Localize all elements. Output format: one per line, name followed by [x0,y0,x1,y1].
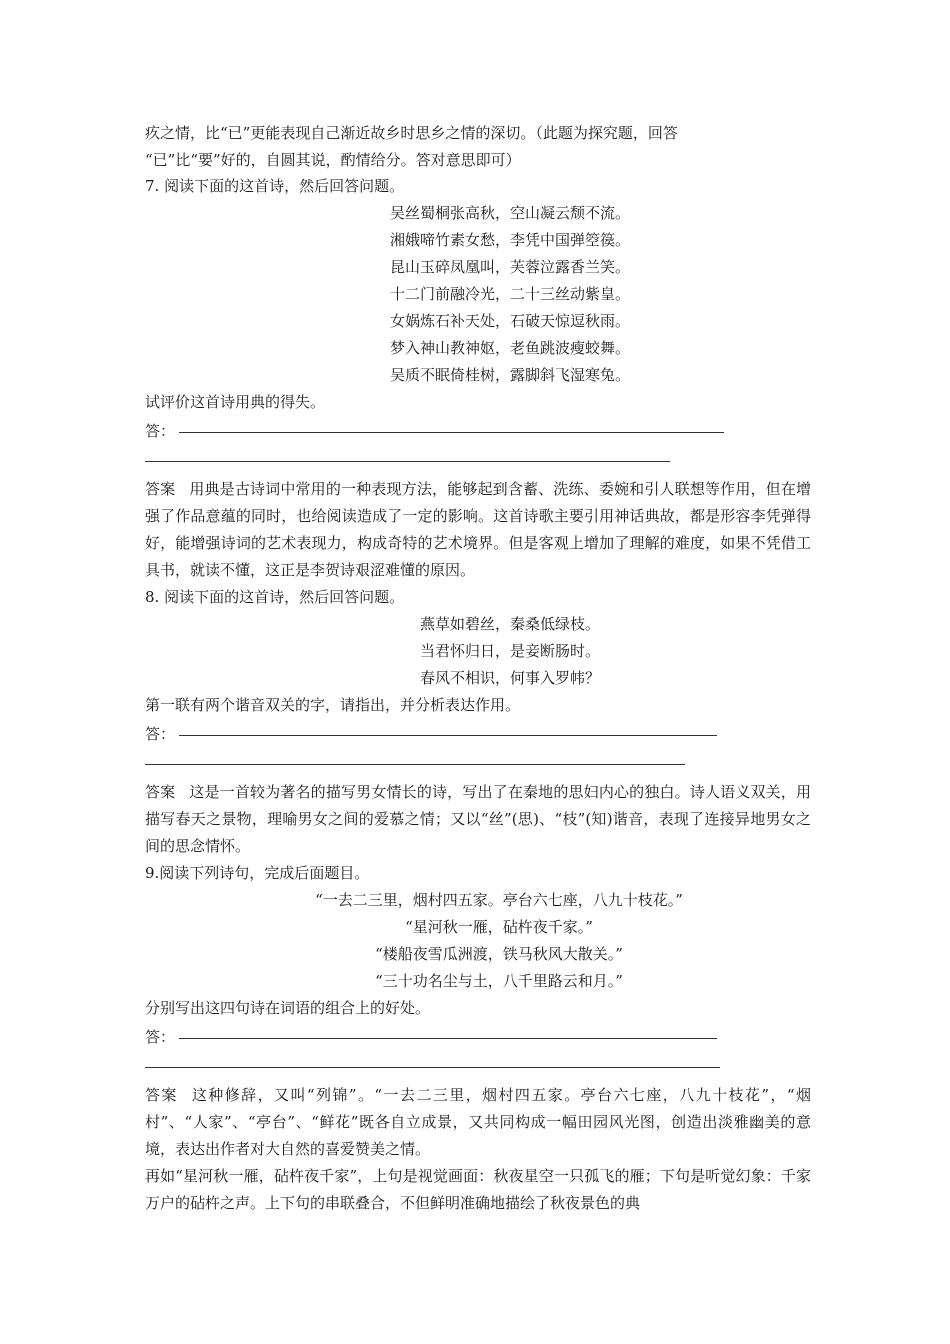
question-9-title: 9.阅读下列诗句，完成后面题目。 [145,864,370,882]
poem-line: 十二门前融冷光，二十三丝动紫皇。 [389,284,630,303]
question-9-answer [145,1082,811,1163]
question-8-answer-line [145,718,811,744]
question-9-verses [145,887,811,995]
poem-line: 昆山玉碎凤凰叫，芙蓉泣露香兰笑。 [389,257,630,276]
question-7-answer-blank-2[interactable] [145,441,670,462]
answer-tag: 答案 [145,1086,178,1104]
continued-text-line-2: “已”比“要”好的，自圆其说，酌情给分。答对意思即可） [145,150,521,169]
question-8-title: 8. 阅读下面的这首诗，然后回答问题。 [145,588,405,606]
question-7-title: 7. 阅读下面的这首诗，然后回答问题。 [145,177,405,195]
question-9-answer-blank-2[interactable] [145,1047,720,1068]
answer-blank[interactable] [179,1023,717,1039]
poem-line: 吴丝蜀桐张高秋，空山凝云颓不流。 [389,203,630,222]
poem-line: 女娲炼石补天处，石破天惊逗秋雨。 [389,311,630,330]
answer-tag: 答案 [145,480,176,498]
continued-text-line-1: 疚之情，比“已”更能表现自己渐近故乡时思乡之情的深切。（此题为探究题，回答 [145,124,678,142]
answer-blank[interactable] [179,720,717,736]
verse-line: “一去二三里，烟村四五家。亭台六七座，八九十枝花。” [315,890,683,909]
question-9-answer-continued: 再如“星河秋一雁，砧杵夜千家”，上句是视觉画面：秋夜星空一只孤飞的雁；下句是听觉幻象：千家万户的砧杵之声。上下句的串联叠合，不但鲜明准确地描绘了秋夜景色的典 [145,1167,811,1212]
answer-label: 答： [145,1028,176,1046]
answer-tag: 答案 [145,783,176,801]
document-page [145,120,811,1217]
question-8-answer [145,779,811,860]
answer-label: 答： [145,725,176,743]
verse-line: “楼船夜雪瓜洲渡，铁马秋风大散关。” [375,944,623,963]
answer-text: 这种修辞，又叫“列锦”。“一去二三里，烟村四五家。亭台六七座，八九十枝花”，“烟村”、“人家”、“亭台”、“鲜花”既各自立成景，又共同构成一幅田园风光图，创造出淡雅幽美的意境，表达出作者对大自然的喜爱赞美之情。 [145,1086,811,1158]
answer-text: 这是一首较为著名的描写男女情长的诗，写出了在秦地的思妇内心的独白。诗人语义双关，用描写春天之景物，理喻男女之间的爱慕之情；又以“丝”(思)、“枝”(知)谐音，表现了连接异地男女之间的思念情怀。 [145,783,811,855]
question-8-poem [145,611,811,692]
question-8-prompt: 第一联有两个谐音双关的字，请指出，并分析表达作用。 [145,695,521,714]
poem-line: 吴质不眠倚桂树，露脚斜飞湿寒兔。 [389,365,630,384]
question-8-answer-blank-2[interactable] [145,744,685,765]
verse-line: “星河秋一雁，砧杵夜千家。” [405,917,593,936]
poem-line: 春风不相识，何事入罗帏？ [419,668,600,687]
question-7-answer [145,476,811,584]
poem-line: 当君怀归日，是妾断肠时。 [419,641,600,660]
poem-line: 湘娥啼竹素女愁，李凭中国弹箜篌。 [389,230,630,249]
question-9-answer-line [145,1021,811,1047]
question-7-poem [145,200,811,389]
answer-blank[interactable] [179,417,724,433]
poem-line: 梦入神山教神妪，老鱼跳波瘦蛟舞。 [389,338,630,357]
answer-text: 用典是古诗词中常用的一种表现方法，能够起到含蓄、洗练、委婉和引人联想等作用，但在增强了作品意蕴的同时，也给阅读造成了一定的影响。这首诗歌主要引用神话典故，都是形容李凭弹得好，能增强诗词的艺术表现力，构成奇特的艺术境界。但是客观上增加了理解的难度，如果不凭借工具书，就读不懂，这正是李贺诗艰涩难懂的原因。 [145,480,811,579]
question-9-prompt: 分别写出这四句诗在词语的组合上的好处。 [145,998,431,1017]
answer-label: 答： [145,422,176,440]
poem-line: 燕草如碧丝，秦桑低绿枝。 [419,614,600,633]
verse-line: “三十功名尘与土，八千里路云和月。” [375,971,623,990]
question-7-prompt: 试评价这首诗用典的得失。 [145,392,326,411]
question-7-answer-line [145,415,811,441]
